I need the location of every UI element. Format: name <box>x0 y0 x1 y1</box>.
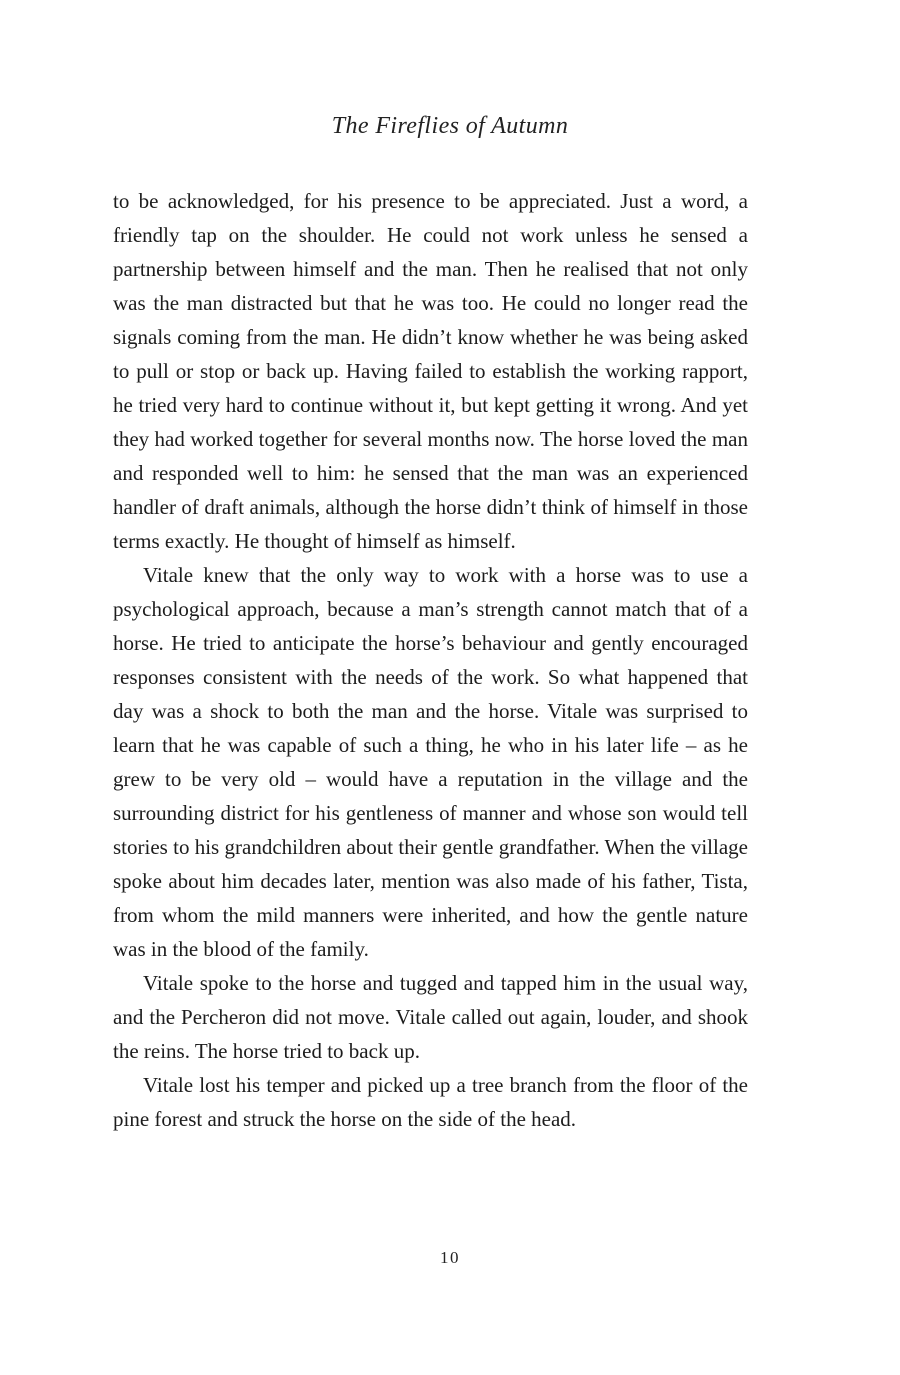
page-number: 10 <box>440 1248 460 1267</box>
paragraph-4: Vitale lost his temper and picked up a tree branch from the floor of the pine forest and struck the horse on the side of the head. <box>113 1073 748 1131</box>
paragraph-2: Vitale knew that the only way to work with a horse was to use a psychological approach, because a man’s strength cannot match that of a horse. He tried to anticipate the horse’s behaviour and gently encouraged responses consistent with the needs of the work. So what happened that day was a shock to both the man and the horse. Vitale was surprised to learn that he was capable of such a thing, he who in his later life – as he grew to be very old – would have a reputation in the village and the surrounding district for his gentleness of manner and whose son would tell stories to his grandchildren about their gentle grandfather. When the village spoke about him decades later, mention was also made of his father, Tista, from whom the mild manners were inherited, and how the gentle nature was in the blood of the family. <box>113 563 748 961</box>
running-head: The Fireflies of Autumn <box>331 113 569 139</box>
paragraph-3: Vitale spoke to the horse and tugged and tapped him in the usual way, and the Percheron did not move. Vitale called out again, louder, and shook the reins. The horse tried to back up. <box>113 971 748 1063</box>
paragraph-1: to be acknowledged, for his presence to be appreciated. Just a word, a friendly tap on the shoulder. He could not work unless he sensed a partnership between himself and the man. Then he realised that not only was the man distracted but that he was too. He could no longer read the signals coming from the man. He didn’t know whether he was being asked to pull or stop or back up. Having failed to establish the working rapport, he tried very hard to continue without it, but kept getting it wrong. And yet they had worked together for several months now. The horse loved the man and responded well to him: he sensed that the man was an experienced handler of draft animals, although the horse didn’t think of himself in those terms exactly. He thought of himself as himself. <box>113 189 748 553</box>
body-text <box>113 184 748 1136</box>
